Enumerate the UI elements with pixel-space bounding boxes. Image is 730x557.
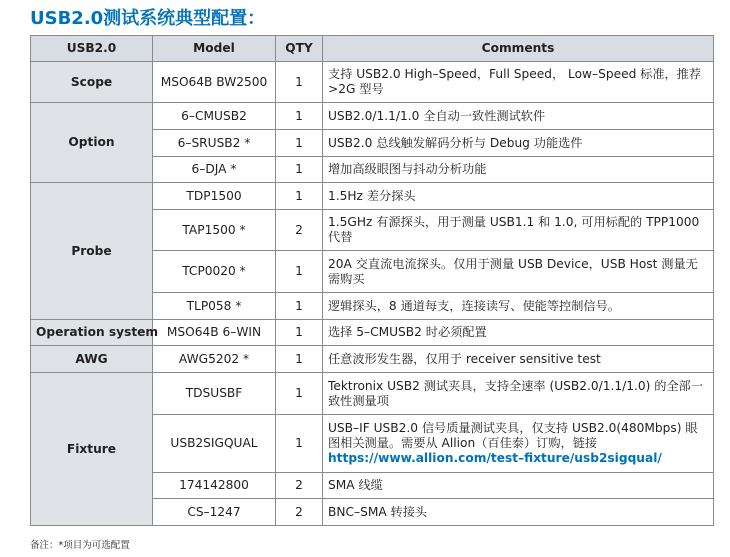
- config-table: [30, 35, 714, 526]
- category-option: Option: [31, 103, 153, 183]
- comment-text: USB–IF USB2.0 信号质量测试夹具，仅支持 USB2.0(480Mbps) 眼图相关测量。需要从 Allion（百佳泰）订购，链接: [328, 421, 698, 450]
- table-row: [31, 183, 714, 210]
- comment-cell: 逻辑探头，8 通道每支，连接读写、使能等控制信号。: [323, 293, 714, 320]
- model-cell: AWG5202 *: [153, 346, 276, 373]
- comment-cell: 20A 交直流电流探头。仅用于测量 USB Device，USB Host 测量无需购买: [323, 251, 714, 293]
- footnote: 备注：*项目为可选配置: [30, 540, 130, 551]
- category-operation-system: Operation system: [31, 320, 153, 346]
- category-awg: AWG: [31, 346, 153, 373]
- qty-cell: 2: [276, 499, 323, 526]
- model-cell: TAP1500 *: [153, 210, 276, 251]
- table-row: [31, 346, 714, 373]
- model-cell: TCP0020 *: [153, 251, 276, 293]
- category-scope: Scope: [31, 62, 153, 103]
- header-row: [31, 36, 714, 62]
- header-qty: QTY: [276, 36, 323, 62]
- model-cell: 174142800: [153, 473, 276, 499]
- model-cell: TDP1500: [153, 183, 276, 210]
- comment-cell: 支持 USB2.0 High–Speed，Full Speed， Low–Speed 标准，推荐 >2G 型号: [323, 62, 714, 103]
- allion-link[interactable]: https://www.allion.com/test–fixture/usb2sigqual/: [328, 451, 662, 465]
- comment-cell: 1.5GHz 有源探头，用于测量 USB1.1 和 1.0, 可用标配的 TPP1000 代替: [323, 210, 714, 251]
- qty-cell: 2: [276, 473, 323, 499]
- comment-cell: USB2.0 总线触发解码分析与 Debug 功能选件: [323, 130, 714, 157]
- qty-cell: 1: [276, 183, 323, 210]
- table-row: [31, 320, 714, 346]
- model-cell: 6–CMUSB2: [153, 103, 276, 130]
- comment-cell: 增加高级眼图与抖动分析功能: [323, 157, 714, 183]
- model-cell: MSO64B BW2500: [153, 62, 276, 103]
- qty-cell: 1: [276, 62, 323, 103]
- qty-cell: 1: [276, 103, 323, 130]
- qty-cell: 1: [276, 293, 323, 320]
- qty-cell: 1: [276, 251, 323, 293]
- model-cell: 6–SRUSB2 *: [153, 130, 276, 157]
- header-model: Model: [153, 36, 276, 62]
- comment-cell: SMA 线缆: [323, 473, 714, 499]
- header-category: USB2.0: [31, 36, 153, 62]
- qty-cell: 1: [276, 346, 323, 373]
- table-row: [31, 103, 714, 130]
- comment-cell: 任意波形发生器，仅用于 receiver sensitive test: [323, 346, 714, 373]
- model-cell: USB2SIGQUAL: [153, 415, 276, 473]
- comment-cell: 1.5Hz 差分探头: [323, 183, 714, 210]
- qty-cell: 1: [276, 415, 323, 473]
- qty-cell: 2: [276, 210, 323, 251]
- category-probe: Probe: [31, 183, 153, 320]
- model-cell: TLP058 *: [153, 293, 276, 320]
- header-comments: Comments: [323, 36, 714, 62]
- table-row: [31, 62, 714, 103]
- page-title: USB2.0测试系统典型配置：: [30, 8, 266, 29]
- comment-cell: [323, 415, 714, 473]
- model-cell: MSO64B 6–WIN: [153, 320, 276, 346]
- qty-cell: 1: [276, 320, 323, 346]
- qty-cell: 1: [276, 157, 323, 183]
- model-cell: CS–1247: [153, 499, 276, 526]
- qty-cell: 1: [276, 373, 323, 415]
- table-row: [31, 373, 714, 415]
- comment-cell: Tektronix USB2 测试夹具，支持全速率 (USB2.0/1.1/1.0) 的全部一致性测量项: [323, 373, 714, 415]
- category-fixture: Fixture: [31, 373, 153, 526]
- comment-cell: 选择 5–CMUSB2 时必须配置: [323, 320, 714, 346]
- comment-cell: BNC–SMA 转接头: [323, 499, 714, 526]
- model-cell: TDSUSBF: [153, 373, 276, 415]
- comment-cell: USB2.0/1.1/1.0 全自动一致性测试软件: [323, 103, 714, 130]
- model-cell: 6–DJA *: [153, 157, 276, 183]
- qty-cell: 1: [276, 130, 323, 157]
